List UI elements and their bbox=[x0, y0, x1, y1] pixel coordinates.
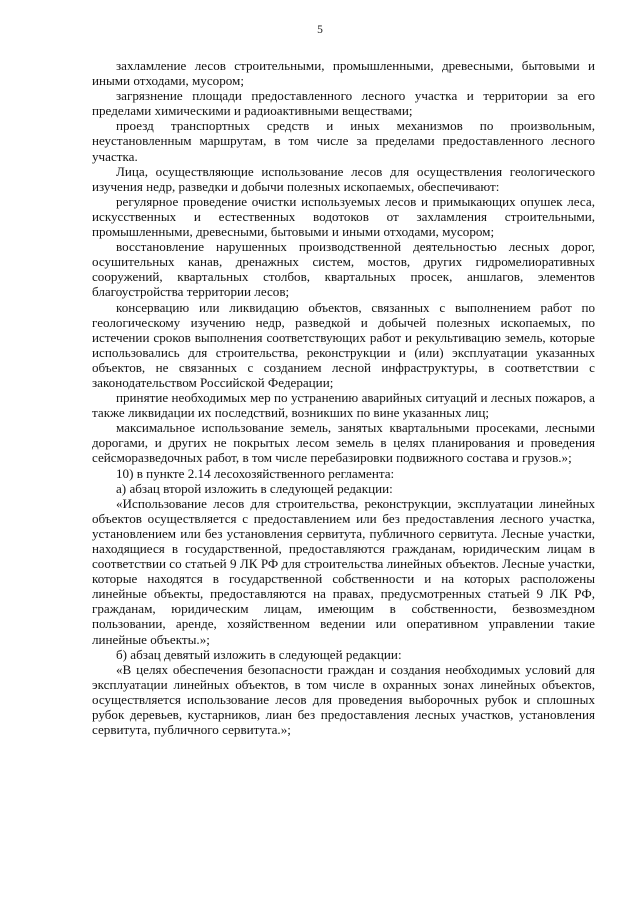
paragraph: регулярное проведение очистки используемых лесов и примыкающих опушек леса, искусственных и естественных водотоков от захламления строительными, промышленными, древесными, бытовыми и иными отходами, мусором; bbox=[92, 193, 595, 240]
paragraph: 10) в пункте 2.14 лесохозяйственного регламента: bbox=[116, 465, 395, 481]
paragraph: принятие необходимых мер по устранению аварийных ситуаций и лесных пожаров, а также ликвидации их последствий, возникших по вине указанных лиц; bbox=[92, 390, 595, 421]
paragraph: б) абзац девятый изложить в следующей редакции: bbox=[116, 646, 402, 662]
paragraph: максимальное использование земель, занятых квартальными просеками, лесными дорогами, и других не покрытых лесом земель в целях планирования и проведения сейсморазведочных работ, в том числе перебазировки подвижного состава и грузов.»; bbox=[92, 420, 595, 466]
document-body bbox=[92, 58, 595, 737]
paragraph: захламление лесов строительными, промышленными, древесными, бытовыми и иными отходами, мусором; bbox=[92, 58, 595, 89]
paragraph: консервацию или ликвидацию объектов, связанных с выполнением работ по геологическому изучению недр, разведкой и добычей полезных ископаемых, по истечении сроков выполнения соответствующих работ и рекультивацию земель, которые использовались для строительства, реконструкции и (или) эксплуатации указанных объектов, не связанных с созданием лесной инфраструктуры, в соответствии с законодательством Российской Федерации; bbox=[92, 299, 595, 390]
paragraph: «В целях обеспечения безопасности граждан и создания необходимых условий для эксплуатации линейных объектов, в том числе в охранных зонах линейных объектов, осуществляется использование лесов для проведения выборочных рубок и сплошных рубок деревьев, кустарников, лиан без предоставления лесных участков, установления сервитута, публичного сервитута.»; bbox=[92, 661, 595, 738]
paragraph: «Использование лесов для строительства, реконструкции, эксплуатации линейных объектов осуществляется с предоставлением или без предоставления лесного участка, установлением или без установления сервитута, публичного сервитута. Лесные участки, находящиеся в государственной, предоставляются гражданам, юридическим лицам в соответствии со статьей 9 ЛК РФ для строительства линейных объектов. Лесные участки, которые находятся в государственной собственности и на которых расположены линейные объекты, предоставляются на правах, предусмотренных статьей 9 ЛК РФ, гражданам, юридическим лицам, имеющим в собственности, безвозмездном пользовании, аренде, хозяйственном ведении или оперативном управлении такие линейные объекты.»; bbox=[92, 495, 595, 647]
paragraph: загрязнение площади предоставленного лесного участка и территории за его пределами химическими и радиоактивными веществами; bbox=[92, 88, 595, 119]
paragraph: Лица, осуществляющие использование лесов для осуществления геологического изучения недр, разведки и добычи полезных ископаемых, обеспечивают: bbox=[92, 163, 595, 194]
paragraph: восстановление нарушенных производственной деятельностью лесных дорог, осушительных канав, дренажных систем, мостов, других гидромелиоративных сооружений, квартальных столбов, квартальных просек, аншлагов, элементов благоустройства территории лесов; bbox=[92, 239, 595, 300]
paragraph: проезд транспортных средств и иных механизмов по произвольным, неустановленным маршрутам, в том числе за пределами предоставленного лесного участка. bbox=[92, 118, 595, 164]
paragraph: а) абзац второй изложить в следующей редакции: bbox=[116, 480, 393, 496]
page-number: 5 bbox=[317, 24, 323, 36]
